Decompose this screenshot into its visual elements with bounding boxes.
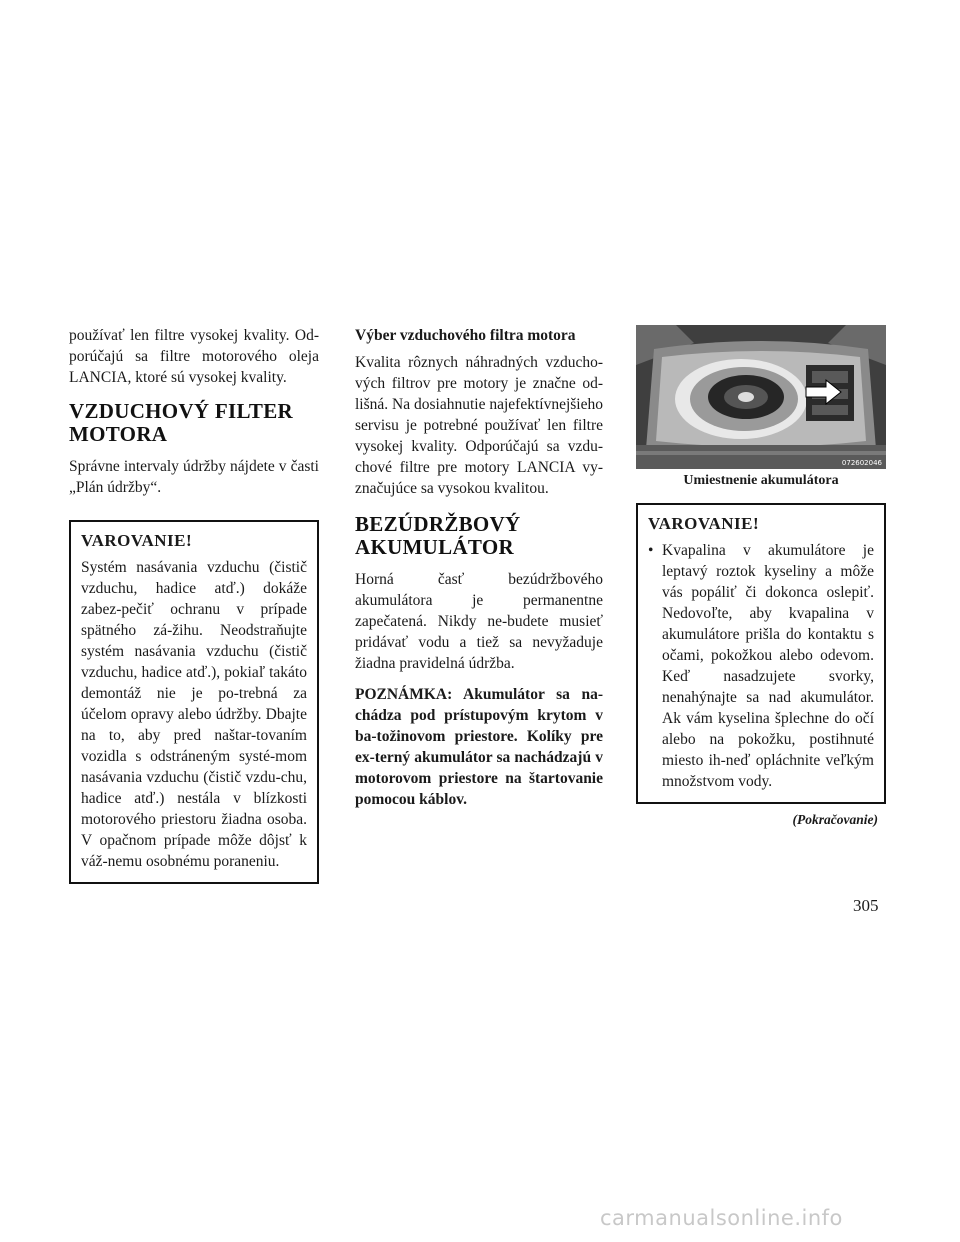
warning-box-air-intake (69, 520, 319, 884)
column-right (636, 325, 886, 828)
warning-title: VAROVANIE! (81, 531, 193, 550)
figure-caption: Umiestnenie akumulátora (683, 473, 839, 488)
warning-bullet-text: Kvapalina v akumulátore je leptavý roztok kyseliny a môže vás popáliť či dokonca oslepiť. Nedovoľte, aby kvapalina v akumulátore prišla do kontaktu s očami, pokožkou alebo odevom. Keď nasadzujete svorky, nenahýnajte sa nad akumulátor. Ak vám kyselina šplechne do očí alebo na pokožku, postihnuté miesto ih-neď opláchnite veľkým množstvom vody. (662, 542, 874, 790)
note-paragraph: POZNÁMKA: Akumulátor sa na-chádza pod prístupovým krytom v ba-tožinovom priestore. Kolíky pre ex-terný akumulátor sa nachádzajú v motorovom priestore na štartovanie pomocou káblov. (355, 686, 603, 808)
column-left (69, 325, 319, 884)
warning-box-battery-acid (636, 503, 886, 804)
figure-code: 072602046 (841, 459, 882, 467)
intro-paragraph: používať len filtre vysokej kvality. Od-porúčajú sa filtre motorového oleja LANCIA, ktoré sú vysokej kvality. (69, 327, 319, 386)
page-number: 305 (853, 896, 879, 915)
warning-bullet-item (648, 540, 874, 792)
continued-label: (Pokračovanie) (792, 812, 878, 827)
warning-title: VAROVANIE! (648, 514, 760, 533)
air-filter-paragraph: Správne intervaly údržby nájdete v časti „Plán údržby“. (69, 458, 319, 496)
column-middle (355, 325, 603, 810)
filter-selection-paragraph: Kvalita rôznych náhradných vzducho-vých filtrov pre motory je značne od-lišná. Na dosiahnutie najefektívnejšieho servisu je potrebné používať len filtre vysokej kvality. Odporúčajú sa vzdu-chové filtre pre motory LANCIA vy-značujúce sa vysokou kvalitou. (355, 354, 603, 497)
watermark-text: carmanualsonline.info (600, 1206, 843, 1230)
warning-text: Systém nasávania vzduchu (čistič vzduchu, hadice atď.) dokáže zabez-pečiť ochranu v prípade spätného zá-žihu. Neodstraňujte systém nasávania vzduchu (čistič vzduchu, hadice atď.), pokiaľ takáto demontáž nie je po-trebná za účelom opravy alebo údržby. Dbajte na to, aby pred naštar-tovaním vozidla s odstráneným systé-mom nasávania vzduchu (čistič vzdu-chu, hadice atď.) nestála v blízkosti motorového priestoru žiadna osoba. V opačnom prípade môže dôjsť k váž-nemu osobnému poraneniu. (81, 559, 307, 870)
section-heading-air-filter: VZDUCHOVÝ FILTER MOTORA (69, 399, 293, 446)
trunk-illustration (636, 325, 886, 469)
battery-location-figure (636, 325, 886, 469)
section-heading-battery: BEZÚDRŽBOVÝ AKUMULÁTOR (355, 512, 521, 559)
battery-paragraph: Horná časť bezúdržbového akumulátora je permanentne zapečatená. Nikdy ne-budete musieť pridávať vodu a tiež sa nevyžaduje žiadna pravidelná údržba. (355, 571, 603, 672)
subheading-filter-selection: Výber vzduchového filtra motora (355, 327, 576, 344)
bullet-icon: • (648, 542, 654, 559)
